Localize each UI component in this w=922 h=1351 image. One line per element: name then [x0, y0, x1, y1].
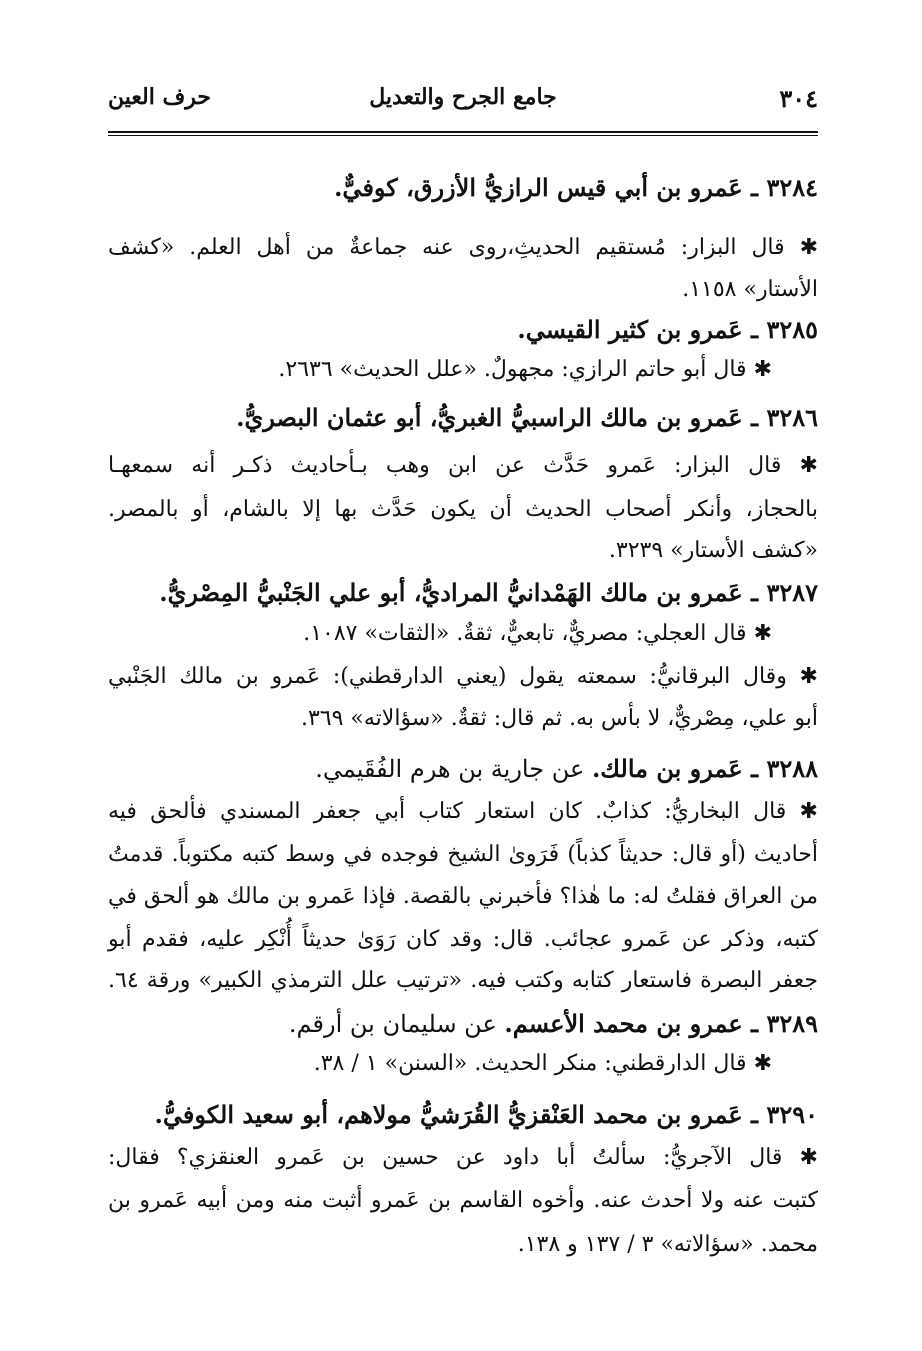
entry-number: ٣٢٨٨ ـ	[742, 754, 818, 783]
text-line: ✱ وقال البرقانيُّ: سمعته يقول (يعني الدارقطني): عَمرو بن مالك الجَنْبي	[108, 664, 818, 689]
entry-name: عمرو بن محمد الأعسم.	[504, 1009, 743, 1038]
text-line: ✱ قال أبو حاتم الرازي: مجهولٌ. «علل الحديث» ٢٦٣٦.	[278, 357, 772, 382]
entry-number: ٣٢٨٥ ـ	[742, 315, 818, 344]
text-line: ✱ قال البزار: عَمرو حَدَّث عن ابن وهب بـأحاديث ذكـر أنه سمعهـا	[108, 453, 818, 478]
entry-name: عَمرو بن أبي قيس الرازيُّ الأزرق، كوفيٌّ.	[334, 173, 743, 202]
text-line: كتبه، وذكر عن عَمرو عجائب. قال: وقد كان رَوَىٰ حديثاً أُنْكِر عليه، فقدم أبو	[108, 927, 818, 952]
text-line: محمد. «سؤالاته» ٣ / ١٣٧ و ١٣٨.	[517, 1232, 818, 1257]
entry-number: ٣٢٨٩ ـ	[742, 1009, 818, 1038]
entry-heading	[517, 310, 818, 350]
text-line: كتبت عنه ولا أحدث عنه. وأخوه القاسم بن عَمرو أثبت منه ومن أبيه عَمرو بن	[108, 1188, 818, 1213]
text-line: ✱ قال العجلي: مصريٌّ، تابعيٌّ، ثقةٌ. «الثقات» ١٠٨٧.	[303, 621, 772, 646]
entry-name: عَمرو بن مالك الهَمْدانيُّ المراديُّ، أبو علي الجَنْبيُّ المِصْريُّ.	[159, 578, 743, 607]
text-line: ✱ قال الآجريُّ: سألتُ أبا داود عن حسين بن عَمرو العنقزي؟ فقال:	[108, 1145, 818, 1170]
entry-number: ٣٢٨٧ ـ	[742, 578, 818, 607]
entry-note: عن سليمان بن أرقم.	[288, 1010, 505, 1038]
entry-number: ٣٢٩٠ ـ	[742, 1100, 818, 1129]
entry-heading	[289, 1004, 818, 1044]
entry-number: ٣٢٨٦ ـ	[742, 403, 818, 432]
entry-heading	[155, 1095, 818, 1135]
header-rule	[108, 131, 818, 136]
entry-name: عَمرو بن كثير القيسي.	[517, 315, 743, 344]
book-title: جامع الجرح والتعديل	[369, 84, 557, 110]
text-line: «كشف الأستار» ٣٢٣٩.	[608, 538, 818, 563]
entry-name: عَمرو بن مالك.	[591, 754, 743, 783]
entry-name: عَمرو بن مالك الراسبيُّ الغبريُّ، أبو عثمان البصريُّ.	[236, 403, 743, 432]
text-line: جعفر البصرة فاستعار كتابه وكتب فيه. «ترتيب علل الترمذي الكبير» ورقة ٦٤.	[108, 968, 818, 993]
entry-heading	[159, 573, 818, 613]
text-line: الأستار» ١١٥٨.	[682, 277, 818, 302]
entry-number: ٣٢٨٤ ـ	[742, 173, 818, 202]
entry-name: عَمرو بن محمد العَنْقزيُّ القُرَشيُّ مولاهم، أبو سعيد الكوفيُّ.	[154, 1100, 743, 1129]
entry-heading	[315, 749, 818, 789]
text-line: من العراق فقلتُ له: ما هٰذا؟ فأخبرني بالقصة. فإذا عَمرو بن مالك هو ألحق في	[108, 884, 818, 909]
entry-heading	[334, 168, 818, 208]
text-line: أحاديث (أو قال: حديثاً كذباً) فَرَوىٰ الشيخ فوجده في وسط كتبه مكتوباً. قدمتُ	[108, 842, 818, 867]
text-line: أبو علي، مِصْريٌّ، لا بأس به. ثم قال: ثقةٌ. «سؤالاته» ٣٦٩.	[300, 706, 818, 731]
entry-heading	[236, 398, 818, 438]
section-title: حرف العين	[108, 84, 212, 110]
text-line: بالحجاز، وأنكر أصحاب الحديث أن يكون حَدَّث بها إلا بالشام، أو بالمصر.	[108, 497, 818, 522]
text-line: ✱ قال الدارقطني: منكر الحديث. «السنن» ١ / ٣٨.	[313, 1051, 772, 1076]
page-number: ٣٠٤	[779, 84, 818, 113]
running-header	[108, 84, 818, 124]
text-line: ✱ قال البخاريُّ: كذابٌ. كان استعار كتاب أبي جعفر المسندي فألحق فيه	[108, 799, 818, 824]
entry-note: عن جارية بن هرم الفُقَيمي.	[315, 755, 592, 783]
text-line: ✱ قال البزار: مُستقيم الحديثِ،روى عنه جماعةٌ من أهل العلم. «كشف	[108, 235, 818, 260]
